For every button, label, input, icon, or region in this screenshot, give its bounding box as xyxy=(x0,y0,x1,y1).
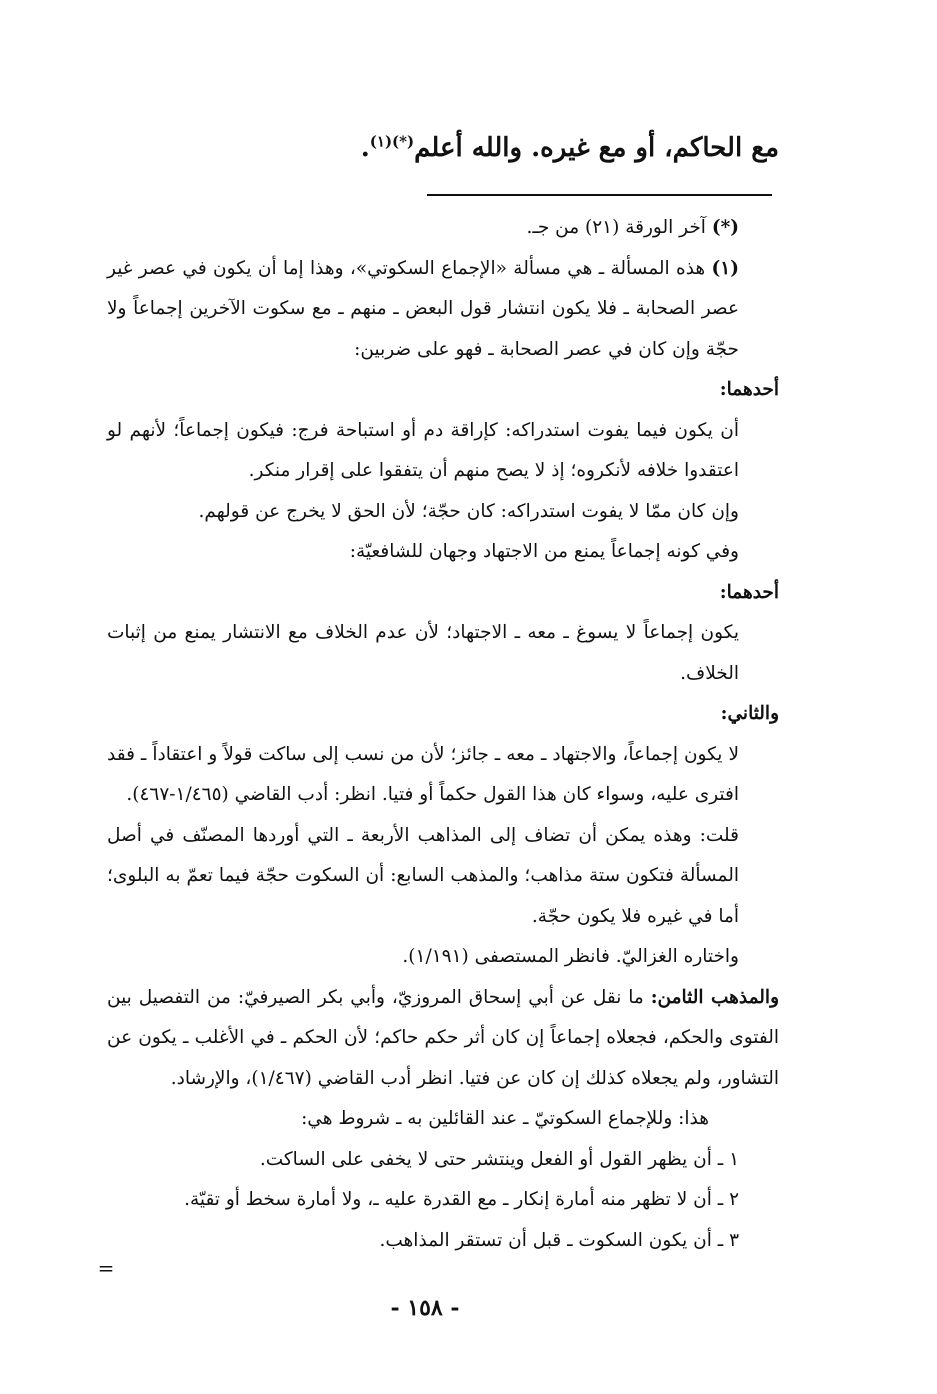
condition-1: ١ ـ أن يظهر القول أو الفعل وينتشر حتى لا يخفى على الساكت. xyxy=(259,1148,739,1170)
footnotes-block xyxy=(107,208,779,1261)
continuation-mark: = xyxy=(97,1256,115,1280)
main-text: مع الحاكم، أو مع غيره. والله أعلم xyxy=(414,133,779,163)
first-a-paragraph: أن يكون فيما يفوت استدراكه: كإراقة دم أو استباحة فرج: فيكون إجماعاً؛ لأنهم لو اعتقدوا خلافه لأنكروه؛ إذ لا يصح منهم أن يتفقوا على إقرار منكر. xyxy=(107,419,739,481)
footnote-star-marker: (*) xyxy=(711,217,739,238)
eighth-view-text: ما نقل عن أبي إسحاق المروزيّ، وأبي بكر الصيرفيّ: من التفصيل بين الفتوى والحكم، فجعلاه إجماعاً إن كان أثر حكم حاكم؛ لأن الحكم ـ في الأغلب ـ يكون عن التشاور، ولم يجعلاه كذلك إن كان عن فتيا. انظر أدب القاضي (١/٤٦٧)، والإرشاد. xyxy=(107,986,779,1089)
ghazali-paragraph: واختاره الغزاليّ. فانظر المستصفى (١/١٩١). xyxy=(402,946,739,967)
eighth-view-paragraph xyxy=(107,978,779,1100)
first-b-paragraph: يكون إجماعاً لا يسوغ ـ معه ـ الاجتهاد؛ لأن عدم الخلاف مع الانتشار يمنع من إثبات الخلاف. xyxy=(107,622,739,684)
heading-first-a: أحدهما: xyxy=(719,379,779,400)
footnote-1-intro-text: هذه المسألة ـ هي مسألة «الإجماع السكوتي»، وهذا إما أن يكون في عصر غير عصر الصحابة ـ فلا يكون انتشار قول البعض ـ منهم ـ مع سكوت الآخرين إجماعاً ولا حجّة وإن كان في عصر الصحابة ـ فهو على ضربين: xyxy=(107,257,739,360)
footnote-star xyxy=(107,208,779,249)
footnote-star-text: آخر الورقة (٢١) من جـ. xyxy=(526,217,706,238)
footnote-separator-rule xyxy=(427,194,772,196)
qultu-paragraph: قلت: وهذه يمكن أن تضاف إلى المذاهب الأربعة ـ التي أوردها المصنّف في أصل المسألة فتكون ستة مذاهب؛ والمذهب السابع: أن السكوت حجّة فيما تعمّ به البلوى؛ أما في غيره فلا يكون حجّة. xyxy=(107,824,739,927)
heading-first-b: أحدهما: xyxy=(719,581,779,603)
condition-3: ٣ ـ أن يكون السكوت ـ قبل أن تستقر المذاهب. xyxy=(379,1229,739,1251)
eighth-view-label: والمذهب الثامن: xyxy=(650,986,779,1008)
second-paragraph: لا يكون إجماعاً، والاجتهاد ـ معه ـ جائز؛ لأن من نسب إلى ساكت قولاً و اعتقاداً ـ فقد افترى عليه، وسواء كان هذا القول حكماً أو فتيا. انظر: أدب القاضي (١/٤٦٥-٤٦٧). xyxy=(107,743,739,805)
second-a-paragraph: وإن كان ممّا لا يفوت استدراكه: كان حجّة؛ لأن الحق لا يخرج عن قولهم. xyxy=(198,500,739,522)
footnote-1-marker: (١) xyxy=(711,257,739,279)
footnote-reference-marks: (*)(١) xyxy=(369,132,415,151)
main-text-end: . xyxy=(360,133,370,163)
ijma-question-paragraph: وفي كونه إجماعاً يمنع من الاجتهاد وجهان للشافعيّة: xyxy=(349,541,739,562)
condition-2: ٢ ـ أن لا تظهر منه أمارة إنكار ـ مع القدرة عليه ـ، ولا أمارة سخط أو تقيّة. xyxy=(184,1189,739,1210)
conditions-intro: هذا: وللإجماع السكوتيّ ـ عند القائلين به ـ شروط هي: xyxy=(301,1108,709,1129)
main-text-line xyxy=(119,126,779,170)
page-number: - ١٥٨ - xyxy=(390,1295,460,1321)
heading-second: والثاني: xyxy=(720,703,779,724)
footnote-1-intro xyxy=(107,249,779,371)
